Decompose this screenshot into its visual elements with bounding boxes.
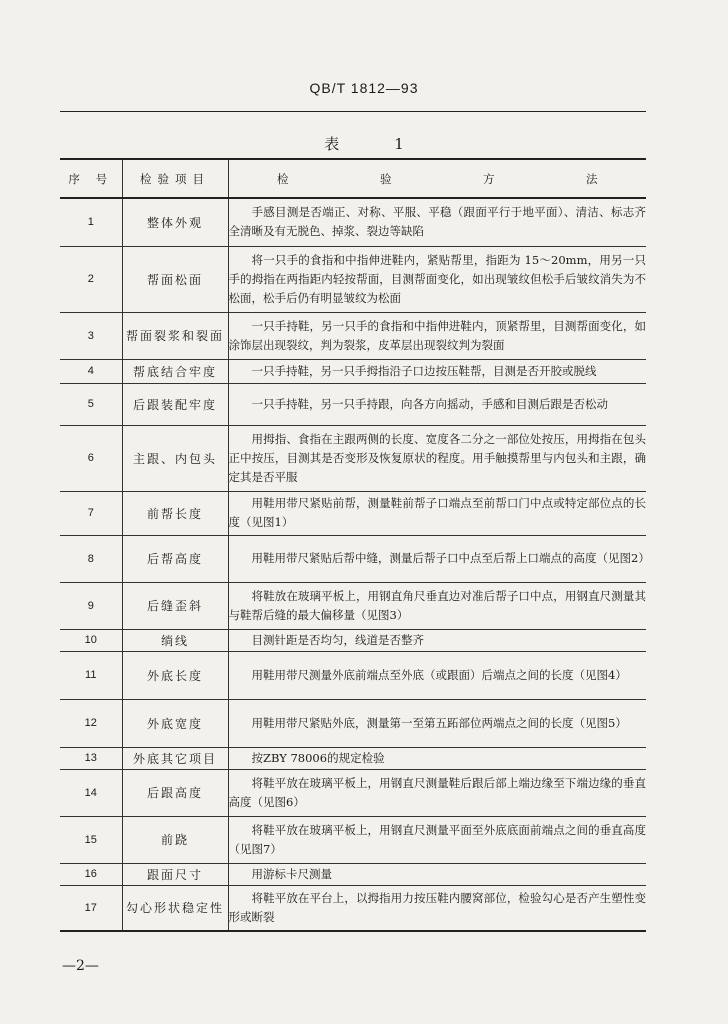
inspection-method xyxy=(228,383,646,425)
inspection-item: 跟面尺寸 xyxy=(122,863,228,885)
table-caption: 表 1 xyxy=(324,135,424,153)
inspection-item: 前帮长度 xyxy=(122,491,228,535)
row-number: 14 xyxy=(60,769,122,816)
inspection-item: 外底长度 xyxy=(122,651,228,699)
table-row xyxy=(60,383,646,425)
row-number: 3 xyxy=(60,312,122,359)
row-number: 17 xyxy=(60,885,122,931)
table-row xyxy=(60,359,646,383)
table-row xyxy=(60,651,646,699)
inspection-item: 帮面裂浆和裂面 xyxy=(122,312,228,359)
row-number: 5 xyxy=(60,383,122,425)
inspection-method-text: 将鞋平放在平台上，以拇指用力按压鞋内腰窝部位，检验勾心是否产生塑性变形或断裂 xyxy=(228,890,646,924)
inspection-item: 整体外观 xyxy=(122,198,228,246)
header-rule xyxy=(60,111,646,112)
table-header-row xyxy=(60,159,646,198)
table-row xyxy=(60,629,646,651)
table-row xyxy=(60,198,646,246)
inspection-method-text: 将一只手的食指和中指伸进鞋内，紧贴帮里，指距为 15～20mm，用另一只手的拇指在两指距内轻按帮面，目测帮面变化，如出现皱纹但松手后皱纹消失为不松面，松手后仍有明显皱纹为松面 xyxy=(228,252,646,305)
inspection-method xyxy=(228,816,646,863)
inspection-method xyxy=(228,699,646,747)
inspection-method-text: 手感目测是否端正、对称、平服、平稳（跟面平行于地平面）、清洁、标志齐全清晰及有无脱色、掉浆、裂边等缺陷 xyxy=(228,205,646,239)
inspection-method-text: 用鞋用带尺测量外底前端点至外底（或跟面）后端点之间的长度（见图4） xyxy=(251,667,627,682)
inspection-item: 外底宽度 xyxy=(122,699,228,747)
inspection-method-text: 用拇指、食指在主跟两侧的长度、宽度各二分之一部位处按压，用拇指在包头正中按压，目测其是否变形及恢复原状的程度。用手触摸帮里与内包头和主跟，确定其是否平服 xyxy=(228,431,646,484)
row-number: 6 xyxy=(60,425,122,491)
row-number: 8 xyxy=(60,535,122,582)
inspection-method xyxy=(228,491,646,535)
row-number: 9 xyxy=(60,582,122,629)
row-number: 4 xyxy=(60,359,122,383)
column-header-item: 检验项目 xyxy=(122,159,228,198)
inspection-method xyxy=(228,359,646,383)
inspection-method-text: 用鞋用带尺紧贴外底，测量第一至第五跖部位两端点之间的长度（见图5） xyxy=(251,715,627,730)
inspection-table xyxy=(60,158,650,932)
inspection-item: 绱线 xyxy=(122,629,228,651)
row-number: 7 xyxy=(60,491,122,535)
inspection-item: 勾心形状稳定性 xyxy=(122,885,228,931)
inspection-item: 帮底结合牢度 xyxy=(122,359,228,383)
inspection-method xyxy=(228,885,646,931)
row-number: 2 xyxy=(60,246,122,312)
inspection-method xyxy=(228,863,646,885)
column-header-number: 序 号 xyxy=(60,159,122,198)
inspection-method xyxy=(228,312,646,359)
inspection-method-text: 将鞋平放在玻璃平板上，用钢直尺测量鞋后跟后部上端边缘至下端边缘的垂直高度（见图6） xyxy=(228,775,646,809)
table-row xyxy=(60,312,646,359)
table-row xyxy=(60,769,646,816)
inspection-method xyxy=(228,651,646,699)
inspection-method xyxy=(228,747,646,769)
inspection-method xyxy=(228,535,650,582)
row-number: 11 xyxy=(60,651,122,699)
inspection-method-text: 将鞋平放在玻璃平板上，用钢直尺测量平面至外底底面前端点之间的垂直高度（见图7） xyxy=(228,822,646,856)
inspection-item: 主跟、内包头 xyxy=(122,425,228,491)
table-row xyxy=(60,885,646,931)
table-row xyxy=(60,582,646,629)
row-number: 16 xyxy=(60,863,122,885)
row-number: 12 xyxy=(60,699,122,747)
row-number: 1 xyxy=(60,198,122,246)
table-row xyxy=(60,816,646,863)
inspection-item: 帮面松面 xyxy=(122,246,228,312)
table-row xyxy=(60,699,646,747)
table-row xyxy=(60,425,646,491)
inspection-method-text: 用鞋用带尺紧贴前帮，测量鞋前帮子口端点至前帮口门中点或特定部位点的长度（见图1） xyxy=(228,496,646,529)
inspection-method xyxy=(228,629,646,651)
inspection-item: 前跷 xyxy=(122,816,228,863)
inspection-method-text: 将鞋放在玻璃平板上，用钢直角尺垂直边对准后帮子口中点，用钢直尺测量其与鞋帮后缝的最大偏移量（见图3） xyxy=(228,588,646,622)
table-row xyxy=(60,535,646,582)
inspection-item: 后帮高度 xyxy=(122,535,228,582)
inspection-method-text: 用鞋用带尺紧贴后帮中缝，测量后帮子口中点至后帮上口端点的高度（见图2） xyxy=(251,551,650,565)
inspection-method-text: 目测针距是否均匀，线道是否整齐 xyxy=(251,632,424,647)
document-code: QB/T 1812—93 xyxy=(309,80,419,96)
inspection-method xyxy=(228,246,646,312)
inspection-item: 后跟高度 xyxy=(122,769,228,816)
page-number: —2— xyxy=(62,958,99,974)
inspection-item: 后跟装配牢度 xyxy=(122,383,228,425)
inspection-item: 外底其它项目 xyxy=(122,747,228,769)
table-row xyxy=(60,491,646,535)
inspection-method-text: 按ZBY 78006的规定检验 xyxy=(251,750,385,765)
inspection-method xyxy=(228,582,646,629)
table-row xyxy=(60,863,646,885)
inspection-method-text: 一只手持鞋，另一只手的食指和中指伸进鞋内，顶紧帮里，目测帮面变化，如涂饰层出现裂纹，判为裂浆，皮革层出现裂纹判为裂面 xyxy=(228,318,646,352)
inspection-method-text: 一只手持鞋，另一只手持跟，向各方向摇动，手感和目测后跟是否松动 xyxy=(251,396,608,411)
inspection-method-text: 一只手持鞋，另一只手拇指沿子口边按压鞋帮，目测是否开胶或脱线 xyxy=(251,363,597,378)
table-row xyxy=(60,747,646,769)
row-number: 15 xyxy=(60,816,122,863)
inspection-method xyxy=(228,198,646,246)
row-number: 13 xyxy=(60,747,122,769)
column-header-method: 检 验 方 法 xyxy=(228,159,646,198)
inspection-method xyxy=(228,769,646,816)
table-row xyxy=(60,246,646,312)
row-number: 10 xyxy=(60,629,122,651)
table-body xyxy=(60,198,650,931)
inspection-method xyxy=(228,425,646,491)
inspection-item: 后缝歪斜 xyxy=(122,582,228,629)
inspection-method-text: 用游标卡尺测量 xyxy=(251,866,332,881)
